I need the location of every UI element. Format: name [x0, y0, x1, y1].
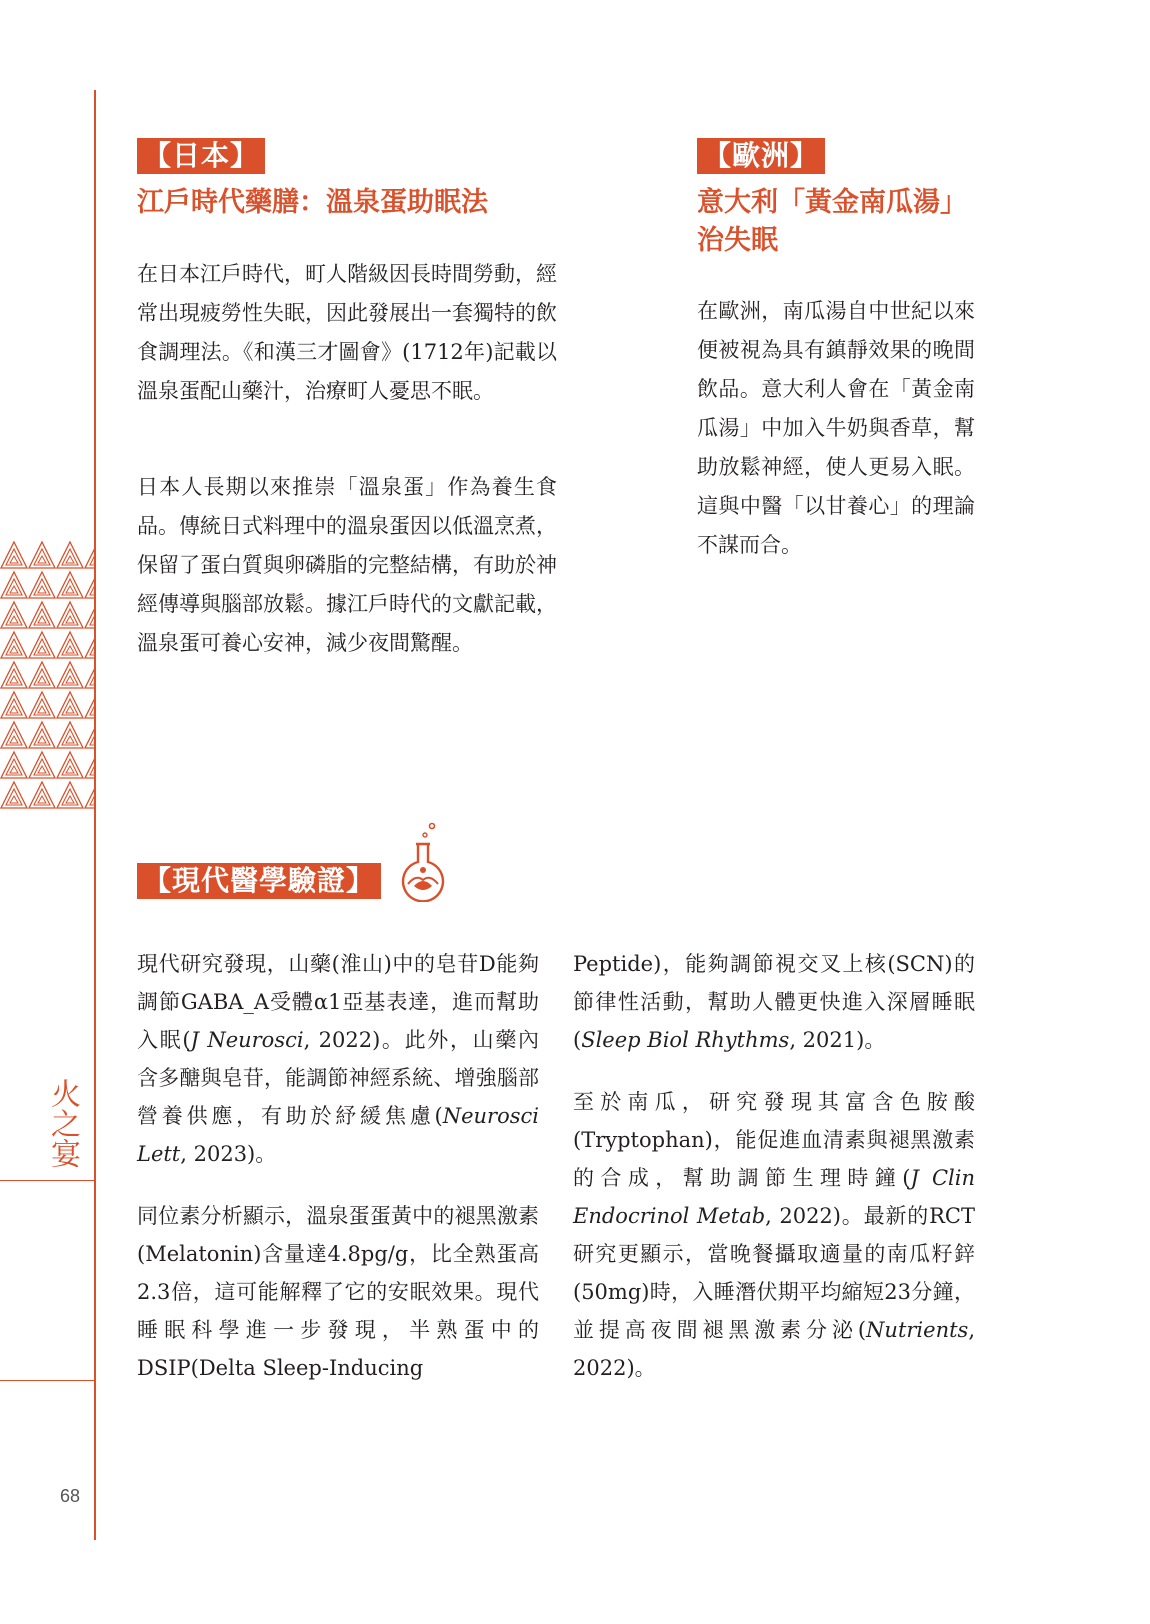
running-head: 火之宴 [45, 1078, 80, 1168]
section-tag-japan: 【日本】 [137, 138, 265, 174]
section-tag-modern: 【現代醫學驗證】 [137, 863, 381, 899]
modern-right-paragraph-2: 至於南瓜，研究發現其富含色胺酸(Tryptophan)，能促進血清素與褪黑激素的合成，幫助調節生理時鐘(J Clin Endocrinol Metab, 2022)。最新的RCT研究更顯示，當晚餐攝取適量的南瓜籽鋅(50mg)時，入睡潛伏期平均縮短23分鐘，並提高夜間褪黑激素分泌(Nutrients, 2022)。 [573, 1090, 975, 1380]
modern-left-column [137, 945, 539, 1411]
japan-heading: 江戶時代藥膳：溫泉蛋助眠法 [137, 187, 488, 218]
modern-right-paragraph-1: Peptide)，能夠調節視交叉上核(SCN)的節律性活動，幫助人體更快進入深層睡眠(Sleep Biol Rhythms, 2021)。 [573, 952, 975, 1052]
divider [0, 1180, 94, 1181]
europe-paragraph: 在歐洲，南瓜湯自中世紀以來便被視為具有鎮靜效果的晚間飲品。意大利人會在「黃金南瓜湯」中加入牛奶與香草，幫助放鬆神經，使人更易入眠。這與中醫「以甘養心」的理論不謀而合。 [697, 299, 975, 557]
modern-left-paragraph-2: 同位素分析顯示，溫泉蛋蛋黃中的褪黑激素(Melatonin)含量達4.8pg/g，比全熟蛋高2.3倍，這可能解釋了它的安眠效果。現代睡眠科學進一步發現，半熟蛋中的DSIP(Delta Sleep-Inducing [137, 1204, 539, 1380]
europe-heading-line-2: 治失眠 [697, 225, 778, 256]
modern-left-paragraph-1: 現代研究發現，山藥(淮山)中的皂苷D能夠調節GABA_A受體α1亞基表達，進而幫助入眠(J Neurosci, 2022)。此外，山藥內含多醣與皂苷，能調節神經系統、增強腦部營養供應，有助於紓緩焦慮(Neurosci Lett, 2023)。 [137, 952, 539, 1166]
japan-paragraph-1: 在日本江戶時代，町人階級因長時間勞動，經常出現疲勞性失眠，因此發展出一套獨特的飲食調理法。《和漢三才圖會》(1712年)記載以溫泉蛋配山藥汁，治療町人憂思不眠。 [137, 262, 557, 403]
page-number: 68 [60, 1486, 81, 1506]
divider [0, 1380, 94, 1381]
modern-right-column [573, 945, 975, 1411]
flask-icon [398, 822, 448, 902]
triangle-pattern [0, 540, 94, 810]
margin-rule [94, 90, 96, 1540]
europe-heading-line-1: 意大利「黃金南瓜湯」 [697, 187, 967, 218]
japan-paragraph-2: 日本人長期以來推崇「溫泉蛋」作為養生食品。傳統日式料理中的溫泉蛋因以低溫烹煮，保留了蛋白質與卵磷脂的完整結構，有助於神經傳導與腦部放鬆。據江戶時代的文獻記載，溫泉蛋可養心安神，減少夜間驚醒。 [137, 475, 557, 655]
section-tag-europe: 【歐洲】 [697, 138, 825, 174]
